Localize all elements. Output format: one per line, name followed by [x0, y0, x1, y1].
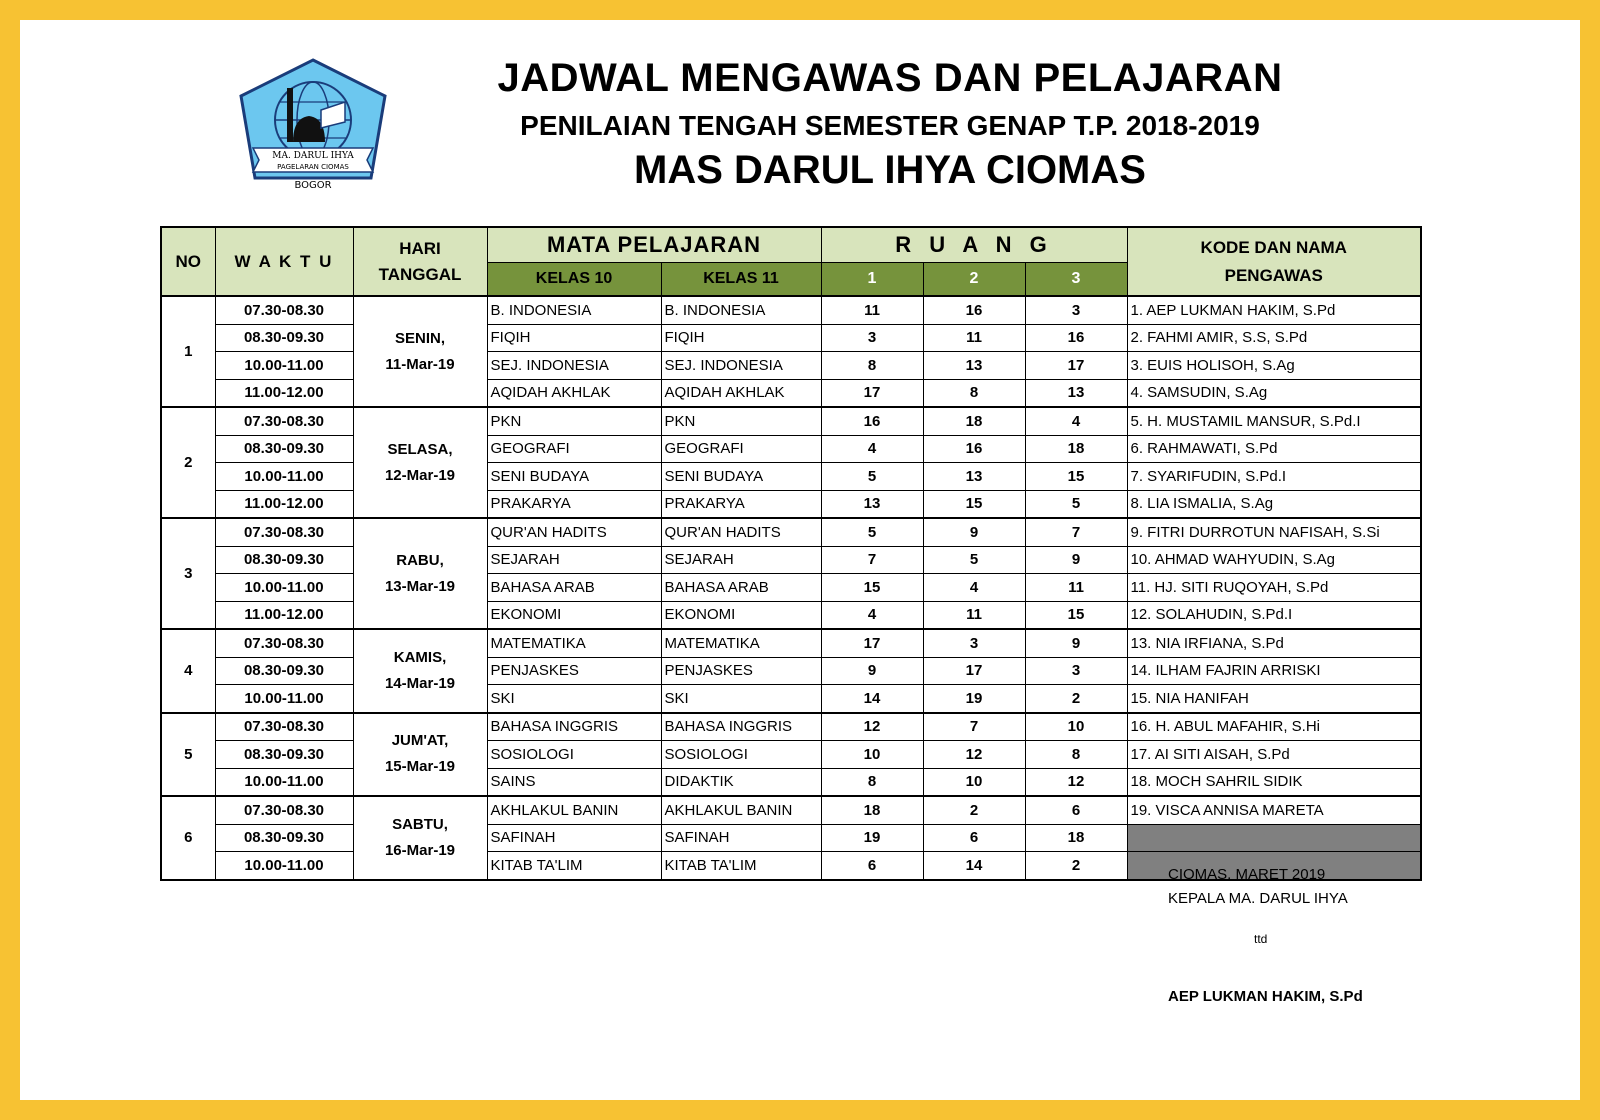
subject-kelas-11: SEJARAH	[661, 546, 821, 574]
day-number: 5	[161, 713, 215, 797]
subject-kelas-10: AKHLAKUL BANIN	[487, 796, 661, 824]
subject-kelas-10: PRAKARYA	[487, 490, 661, 518]
room-2: 19	[923, 685, 1025, 713]
subject-kelas-10: QUR'AN HADITS	[487, 518, 661, 546]
room-2: 11	[923, 601, 1025, 629]
supervisor-cell: 9. FITRI DURROTUN NAFISAH, S.Si	[1127, 518, 1421, 546]
day-date-cell	[353, 296, 487, 407]
room-1: 16	[821, 407, 923, 435]
room-3: 4	[1025, 407, 1127, 435]
subject-kelas-11: MATEMATIKA	[661, 629, 821, 657]
day-number: 4	[161, 629, 215, 713]
room-3: 17	[1025, 352, 1127, 380]
table-row	[161, 601, 1421, 629]
table-row	[161, 352, 1421, 380]
table-row	[161, 324, 1421, 352]
time-cell: 07.30-08.30	[215, 296, 353, 324]
table-row	[161, 435, 1421, 463]
subject-kelas-10: SEJ. INDONESIA	[487, 352, 661, 380]
room-1: 6	[821, 852, 923, 880]
subject-kelas-10: BAHASA ARAB	[487, 574, 661, 602]
room-3: 15	[1025, 463, 1127, 491]
header-hari: HARI	[399, 238, 441, 258]
table-row	[161, 768, 1421, 796]
time-cell: 10.00-11.00	[215, 463, 353, 491]
time-cell: 07.30-08.30	[215, 796, 353, 824]
subject-kelas-10: AQIDAH AKHLAK	[487, 379, 661, 407]
time-cell: 10.00-11.00	[215, 352, 353, 380]
supervisor-cell: 4. SAMSUDIN, S.Ag	[1127, 379, 1421, 407]
header-pengawas-label: PENGAWAS	[1224, 265, 1323, 285]
logo-lower-text: PAGELARAN CIOMAS	[277, 163, 349, 171]
supervisor-cell: 6. RAHMAWATI, S.Pd	[1127, 435, 1421, 463]
supervisor-cell: 2. FAHMI AMIR, S.S, S.Pd	[1127, 324, 1421, 352]
title-school: MAS DARUL IHYA CIOMAS	[634, 148, 1146, 192]
room-2: 5	[923, 546, 1025, 574]
day-name: JUM'AT,	[391, 732, 449, 750]
day-date-cell	[353, 713, 487, 797]
table-row	[161, 379, 1421, 407]
room-2: 13	[923, 352, 1025, 380]
room-1: 15	[821, 574, 923, 602]
subject-kelas-11: AKHLAKUL BANIN	[661, 796, 821, 824]
day-name: SABTU,	[392, 815, 448, 833]
subject-kelas-11: DIDAKTIK	[661, 768, 821, 796]
day-date: 12-Mar-19	[384, 466, 456, 484]
subject-kelas-11: SKI	[661, 685, 821, 713]
time-cell: 11.00-12.00	[215, 379, 353, 407]
room-3: 8	[1025, 741, 1127, 769]
subject-kelas-11: BAHASA ARAB	[661, 574, 821, 602]
room-3: 18	[1025, 435, 1127, 463]
supervisor-cell: 12. SOLAHUDIN, S.Pd.I	[1127, 601, 1421, 629]
time-cell: 08.30-09.30	[215, 546, 353, 574]
header-no: NO	[161, 227, 215, 296]
subject-kelas-10: PENJASKES	[487, 657, 661, 685]
room-1: 3	[821, 324, 923, 352]
time-cell: 08.30-09.30	[215, 324, 353, 352]
table-row	[161, 629, 1421, 657]
time-cell: 08.30-09.30	[215, 824, 353, 852]
room-2: 16	[923, 435, 1025, 463]
room-1: 18	[821, 796, 923, 824]
room-2: 9	[923, 518, 1025, 546]
time-cell: 07.30-08.30	[215, 629, 353, 657]
room-3: 15	[1025, 601, 1127, 629]
signature-ttd: ttd	[1254, 932, 1268, 946]
day-date-cell	[353, 796, 487, 880]
table-row	[161, 685, 1421, 713]
subject-kelas-11: PENJASKES	[661, 657, 821, 685]
room-1: 17	[821, 629, 923, 657]
room-3: 7	[1025, 518, 1127, 546]
room-1: 10	[821, 741, 923, 769]
room-1: 19	[821, 824, 923, 852]
subject-kelas-10: BAHASA INGGRIS	[487, 713, 661, 741]
day-name: SELASA,	[387, 440, 453, 458]
day-name: SENIN,	[394, 329, 445, 347]
supervisor-cell: 1. AEP LUKMAN HAKIM, S.Pd	[1127, 296, 1421, 324]
room-1: 8	[821, 768, 923, 796]
day-number: 6	[161, 796, 215, 880]
subject-kelas-11: SEJ. INDONESIA	[661, 352, 821, 380]
room-3: 5	[1025, 490, 1127, 518]
room-1: 14	[821, 685, 923, 713]
room-1: 12	[821, 713, 923, 741]
room-3: 16	[1025, 324, 1127, 352]
room-3: 9	[1025, 546, 1127, 574]
room-3: 2	[1025, 852, 1127, 880]
room-1: 9	[821, 657, 923, 685]
table-row	[161, 407, 1421, 435]
day-date: 11-Mar-19	[385, 355, 455, 373]
time-cell: 11.00-12.00	[215, 601, 353, 629]
supervisor-cell: 10. AHMAD WAHYUDIN, S.Ag	[1127, 546, 1421, 574]
room-3: 3	[1025, 296, 1127, 324]
supervisor-cell: 14. ILHAM FAJRIN ARRISKI	[1127, 657, 1421, 685]
subject-kelas-10: SEJARAH	[487, 546, 661, 574]
day-date-cell	[353, 407, 487, 518]
header-mata-pelajaran: MATA PELAJARAN	[487, 227, 821, 263]
room-1: 5	[821, 463, 923, 491]
supervisor-cell: 5. H. MUSTAMIL MANSUR, S.Pd.I	[1127, 407, 1421, 435]
room-3: 2	[1025, 685, 1127, 713]
supervisor-cell: 18. MOCH SAHRIL SIDIK	[1127, 768, 1421, 796]
logo-bottom-text: BOGOR	[294, 180, 332, 191]
subject-kelas-11: KITAB TA'LIM	[661, 852, 821, 880]
subject-kelas-11: BAHASA INGGRIS	[661, 713, 821, 741]
room-2: 6	[923, 824, 1025, 852]
subject-kelas-11: SOSIOLOGI	[661, 741, 821, 769]
room-2: 8	[923, 379, 1025, 407]
room-3: 9	[1025, 629, 1127, 657]
room-3: 10	[1025, 713, 1127, 741]
title-main: JADWAL MENGAWAS DAN PELAJARAN	[497, 56, 1283, 100]
time-cell: 07.30-08.30	[215, 518, 353, 546]
supervisor-cell	[1127, 824, 1421, 852]
subject-kelas-10: SAINS	[487, 768, 661, 796]
signature-name: AEP LUKMAN HAKIM, S.Pd	[1168, 988, 1363, 1005]
table-row	[161, 296, 1421, 324]
header-ruang-1: 1	[821, 263, 923, 297]
time-cell: 11.00-12.00	[215, 490, 353, 518]
time-cell: 10.00-11.00	[215, 852, 353, 880]
room-3: 6	[1025, 796, 1127, 824]
room-2: 15	[923, 490, 1025, 518]
subject-kelas-10: SENI BUDAYA	[487, 463, 661, 491]
time-cell: 08.30-09.30	[215, 657, 353, 685]
time-cell: 08.30-09.30	[215, 741, 353, 769]
table-row	[161, 713, 1421, 741]
day-date-cell	[353, 518, 487, 629]
day-date: 13-Mar-19	[384, 577, 456, 595]
room-1: 7	[821, 546, 923, 574]
subject-kelas-11: AQIDAH AKHLAK	[661, 379, 821, 407]
subject-kelas-10: B. INDONESIA	[487, 296, 661, 324]
supervisor-cell: 16. H. ABUL MAFAHIR, S.Hi	[1127, 713, 1421, 741]
signature-position: KEPALA MA. DARUL IHYA	[1168, 890, 1348, 907]
title-sub: PENILAIAN TENGAH SEMESTER GENAP T.P. 2018-2019	[520, 110, 1260, 141]
subject-kelas-11: QUR'AN HADITS	[661, 518, 821, 546]
room-2: 11	[923, 324, 1025, 352]
logo-ribbon-text: MA. DARUL IHYA	[272, 151, 354, 161]
room-3: 13	[1025, 379, 1127, 407]
subject-kelas-10: GEOGRAFI	[487, 435, 661, 463]
subject-kelas-10: SOSIOLOGI	[487, 741, 661, 769]
subject-kelas-10: EKONOMI	[487, 601, 661, 629]
supervisor-cell: 13. NIA IRFIANA, S.Pd	[1127, 629, 1421, 657]
room-2: 12	[923, 741, 1025, 769]
header-kelas-10: KELAS 10	[487, 263, 661, 297]
table-row	[161, 824, 1421, 852]
schedule-body	[161, 296, 1421, 880]
header-ruang: R U A N G	[821, 227, 1127, 263]
schedule-table	[160, 226, 1422, 881]
subject-kelas-11: B. INDONESIA	[661, 296, 821, 324]
room-2: 7	[923, 713, 1025, 741]
room-2: 4	[923, 574, 1025, 602]
signature-place-date: CIOMAS, MARET 2019	[1168, 866, 1326, 883]
room-3: 12	[1025, 768, 1127, 796]
day-date-cell	[353, 629, 487, 713]
room-2: 3	[923, 629, 1025, 657]
time-cell: 07.30-08.30	[215, 407, 353, 435]
room-1: 4	[821, 435, 923, 463]
header-waktu: W A K T U	[215, 227, 353, 296]
supervisor-cell: 7. SYARIFUDIN, S.Pd.I	[1127, 463, 1421, 491]
subject-kelas-10: SAFINAH	[487, 824, 661, 852]
room-2: 17	[923, 657, 1025, 685]
room-2: 18	[923, 407, 1025, 435]
room-2: 10	[923, 768, 1025, 796]
table-row	[161, 657, 1421, 685]
day-date: 15-Mar-19	[384, 758, 456, 776]
room-1: 11	[821, 296, 923, 324]
time-cell: 10.00-11.00	[215, 574, 353, 602]
subject-kelas-11: SENI BUDAYA	[661, 463, 821, 491]
supervisor-cell: 8. LIA ISMALIA, S.Ag	[1127, 490, 1421, 518]
subject-kelas-10: FIQIH	[487, 324, 661, 352]
supervisor-cell: 17. AI SITI AISAH, S.Pd	[1127, 741, 1421, 769]
room-1: 4	[821, 601, 923, 629]
room-3: 11	[1025, 574, 1127, 602]
table-row	[161, 463, 1421, 491]
header-ruang-3: 3	[1025, 263, 1127, 297]
subject-kelas-10: KITAB TA'LIM	[487, 852, 661, 880]
supervisor-cell: 3. EUIS HOLISOH, S.Ag	[1127, 352, 1421, 380]
room-2: 13	[923, 463, 1025, 491]
subject-kelas-10: MATEMATIKA	[487, 629, 661, 657]
subject-kelas-10: PKN	[487, 407, 661, 435]
room-2: 16	[923, 296, 1025, 324]
room-1: 17	[821, 379, 923, 407]
header-kode-nama: KODE DAN NAMA	[1200, 237, 1347, 257]
header-pengawas	[1127, 227, 1421, 296]
school-logo	[233, 56, 393, 196]
supervisor-cell: 11. HJ. SITI RUQOYAH, S.Pd	[1127, 574, 1421, 602]
header-tanggal: TANGGAL	[378, 264, 462, 284]
day-number: 1	[161, 296, 215, 407]
room-2: 14	[923, 852, 1025, 880]
room-1: 13	[821, 490, 923, 518]
room-1: 8	[821, 352, 923, 380]
header-ruang-2: 2	[923, 263, 1025, 297]
subject-kelas-11: FIQIH	[661, 324, 821, 352]
supervisor-cell: 15. NIA HANIFAH	[1127, 685, 1421, 713]
time-cell: 10.00-11.00	[215, 685, 353, 713]
subject-kelas-10: SKI	[487, 685, 661, 713]
header-kelas-11: KELAS 11	[661, 263, 821, 297]
day-name: RABU,	[396, 551, 444, 569]
subject-kelas-11: SAFINAH	[661, 824, 821, 852]
room-3: 3	[1025, 657, 1127, 685]
supervisor-cell: 19. VISCA ANNISA MARETA	[1127, 796, 1421, 824]
subject-kelas-11: PKN	[661, 407, 821, 435]
day-date: 14-Mar-19	[384, 674, 456, 692]
time-cell: 07.30-08.30	[215, 713, 353, 741]
day-number: 3	[161, 518, 215, 629]
table-row	[161, 518, 1421, 546]
header-hari-tanggal	[353, 227, 487, 296]
room-2: 2	[923, 796, 1025, 824]
subject-kelas-11: PRAKARYA	[661, 490, 821, 518]
table-row	[161, 741, 1421, 769]
day-name: KAMIS,	[393, 648, 447, 666]
room-1: 5	[821, 518, 923, 546]
subject-kelas-11: GEOGRAFI	[661, 435, 821, 463]
table-row	[161, 574, 1421, 602]
day-number: 2	[161, 407, 215, 518]
table-row	[161, 796, 1421, 824]
day-date: 16-Mar-19	[384, 841, 456, 859]
time-cell: 08.30-09.30	[215, 435, 353, 463]
table-row	[161, 546, 1421, 574]
table-row	[161, 490, 1421, 518]
subject-kelas-11: EKONOMI	[661, 601, 821, 629]
room-3: 18	[1025, 824, 1127, 852]
time-cell: 10.00-11.00	[215, 768, 353, 796]
